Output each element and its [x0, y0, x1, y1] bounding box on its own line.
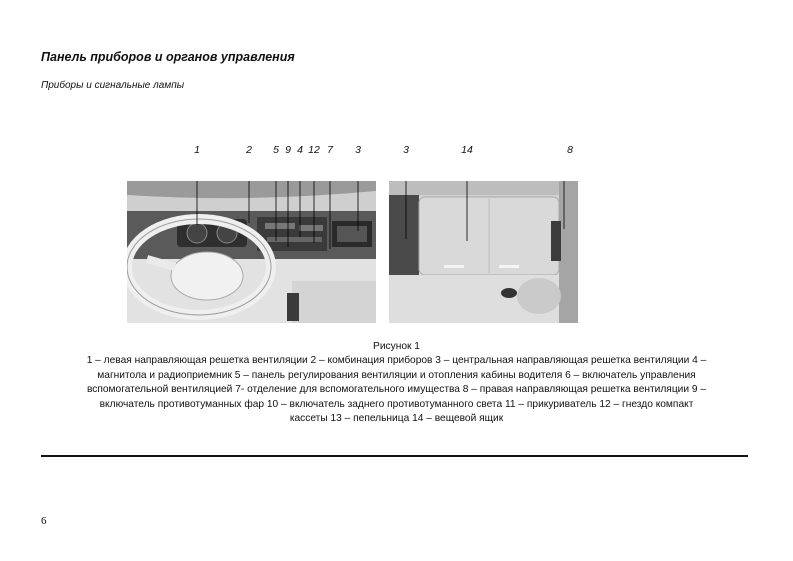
- figure-caption: [40, 340, 753, 426]
- callout-number: 5: [273, 144, 279, 156]
- callout-number: 1: [194, 144, 200, 156]
- section-title: Панель приборов и органов управления: [41, 50, 295, 64]
- callout-number: 4: [297, 144, 303, 156]
- figure-caption-line: кассеты 13 – пепельница 14 – вещевой ящик: [289, 413, 504, 425]
- callout-number: 2: [246, 144, 252, 156]
- dashboard-photo-right: [389, 181, 578, 323]
- figure-caption-line: 1 – левая направляющая решетка вентиляции 2 – комбинация приборов 3 – центральная направляющая решетка вентиляции 4 –: [86, 355, 707, 367]
- figure-caption-line: вспомогательной вентиляцией 7- отделение для вспомогательного имущества 8 – правая направляющая решетка вентиляции 9 –: [86, 384, 707, 396]
- callout-number: 12: [308, 144, 320, 156]
- section-subtitle: Приборы и сигнальные лампы: [41, 80, 185, 91]
- callout-number: 8: [567, 144, 573, 156]
- callout-number: 9: [285, 144, 291, 156]
- callout-number: 3: [403, 144, 409, 156]
- figure-caption-line: магнитола и радиоприемник 5 – панель регулирования вентиляции и отопления кабины водителя 6 – включатель управления: [97, 369, 696, 381]
- callout-number: 3: [355, 144, 361, 156]
- figure-caption-title: Рисунок 1: [373, 341, 420, 352]
- page-number: 6: [41, 515, 47, 527]
- horizontal-rule: [41, 455, 748, 457]
- callout-number: 7: [327, 144, 333, 156]
- figure-caption-line: включатель противотуманных фар 10 – включатель заднего противотуманного света 11 – прикуриватель 12 – гнездо компакт: [99, 398, 694, 410]
- callout-number: 14: [461, 144, 473, 156]
- dashboard-photo-left: [127, 181, 376, 323]
